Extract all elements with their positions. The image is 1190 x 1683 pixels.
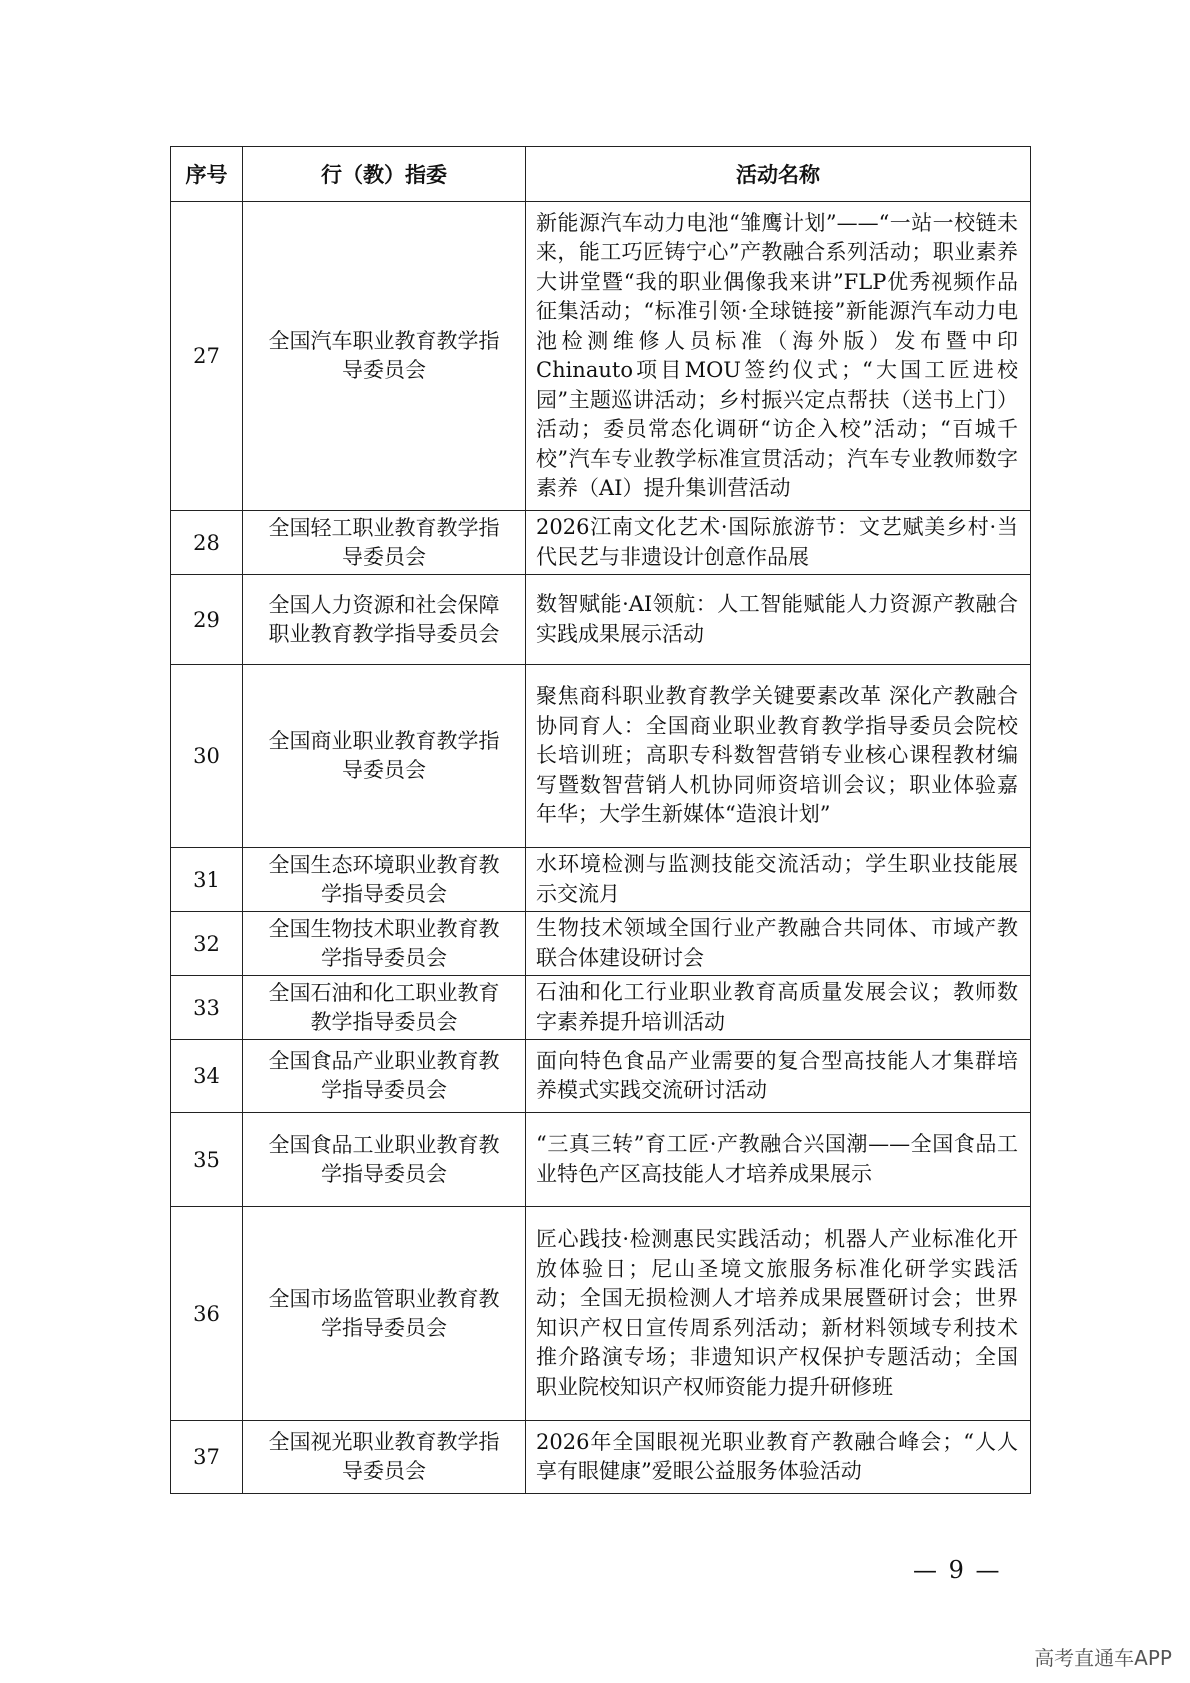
row-committee: 全国石油和化工职业教育教学指导委员会	[243, 976, 526, 1040]
activity-table	[170, 146, 1031, 1494]
row-committee: 全国轻工职业教育教学指导委员会	[243, 511, 526, 575]
row-number: 32	[171, 912, 243, 976]
row-committee: 全国商业职业教育教学指导委员会	[243, 665, 526, 848]
row-number: 36	[171, 1207, 243, 1421]
row-committee: 全国视光职业教育教学指导委员会	[243, 1421, 526, 1494]
row-committee: 全国生态环境职业教育教学指导委员会	[243, 848, 526, 912]
table-header-row	[171, 147, 1031, 202]
table-row	[171, 1113, 1031, 1207]
row-committee: 全国生物技术职业教育教学指导委员会	[243, 912, 526, 976]
table-row	[171, 202, 1031, 511]
row-number: 34	[171, 1040, 243, 1113]
page-number: — 9 —	[913, 1556, 1002, 1584]
row-activity: 新能源汽车动力电池“雏鹰计划”——“一站一校链未来，能工巧匠铸宁心”产教融合系列活动；职业素养大讲堂暨“我的职业偶像我来讲”FLP优秀视频作品征集活动；“标准引领·全球链接”新能源汽车动力电池检测维修人员标准（海外版）发布暨中印Chinauto项目MOU签约仪式；“大国工匠进校园”主题巡讲活动；乡村振兴定点帮扶（送书上门）活动；委员常态化调研“访企入校”活动；“百城千校”汽车专业教学标准宣贯活动；汽车专业教师数字素养（AI）提升集训营活动	[526, 202, 1031, 511]
row-activity: 匠心践技·检测惠民实践活动；机器人产业标准化开放体验日；尼山圣境文旅服务标准化研学实践活动；全国无损检测人才培养成果展暨研讨会；世界知识产权日宣传周系列活动；新材料领域专利技术推介路演专场；非遗知识产权保护专题活动；全国职业院校知识产权师资能力提升研修班	[526, 1207, 1031, 1421]
row-committee: 全国人力资源和社会保障职业教育教学指导委员会	[243, 575, 526, 665]
row-committee: 全国市场监管职业教育教学指导委员会	[243, 1207, 526, 1421]
row-activity: 面向特色食品产业需要的复合型高技能人才集群培养模式实践交流研讨活动	[526, 1040, 1031, 1113]
row-activity: 聚焦商科职业教育教学关键要素改革 深化产教融合协同育人：全国商业职业教育教学指导委员会院校长培训班；高职专科数智营销专业核心课程教材编写暨数智营销人机协同师资培训会议；职业体验嘉年华；大学生新媒体“造浪计划”	[526, 665, 1031, 848]
table-row	[171, 848, 1031, 912]
header-serial-number: 序号	[171, 147, 243, 202]
row-number: 31	[171, 848, 243, 912]
row-committee: 全国汽车职业教育教学指导委员会	[243, 202, 526, 511]
table-row	[171, 1421, 1031, 1494]
table-row	[171, 511, 1031, 575]
table-row	[171, 976, 1031, 1040]
table-row	[171, 575, 1031, 665]
table-row	[171, 1040, 1031, 1113]
row-number: 29	[171, 575, 243, 665]
header-activity-name: 活动名称	[526, 147, 1031, 202]
row-number: 35	[171, 1113, 243, 1207]
row-activity: 生物技术领域全国行业产教融合共同体、市域产教联合体建设研讨会	[526, 912, 1031, 976]
row-committee: 全国食品工业职业教育教学指导委员会	[243, 1113, 526, 1207]
row-activity: 2026年全国眼视光职业教育产教融合峰会；“人人享有眼健康”爱眼公益服务体验活动	[526, 1421, 1031, 1494]
row-activity: 水环境检测与监测技能交流活动；学生职业技能展示交流月	[526, 848, 1031, 912]
row-number: 33	[171, 976, 243, 1040]
table-row	[171, 1207, 1031, 1421]
row-number: 37	[171, 1421, 243, 1494]
row-activity: 石油和化工行业职业教育高质量发展会议；教师数字素养提升培训活动	[526, 976, 1031, 1040]
row-number: 30	[171, 665, 243, 848]
header-committee: 行（教）指委	[243, 147, 526, 202]
watermark-text: 高考直通车APP	[1034, 1646, 1172, 1670]
table-row	[171, 665, 1031, 848]
row-activity: “三真三转”育工匠·产教融合兴国潮——全国食品工业特色产区高技能人才培养成果展示	[526, 1113, 1031, 1207]
row-activity: 2026江南文化艺术·国际旅游节：文艺赋美乡村·当代民艺与非遗设计创意作品展	[526, 511, 1031, 575]
row-committee: 全国食品产业职业教育教学指导委员会	[243, 1040, 526, 1113]
row-number: 27	[171, 202, 243, 511]
row-activity: 数智赋能·AI领航：人工智能赋能人力资源产教融合实践成果展示活动	[526, 575, 1031, 665]
row-number: 28	[171, 511, 243, 575]
table-row	[171, 912, 1031, 976]
